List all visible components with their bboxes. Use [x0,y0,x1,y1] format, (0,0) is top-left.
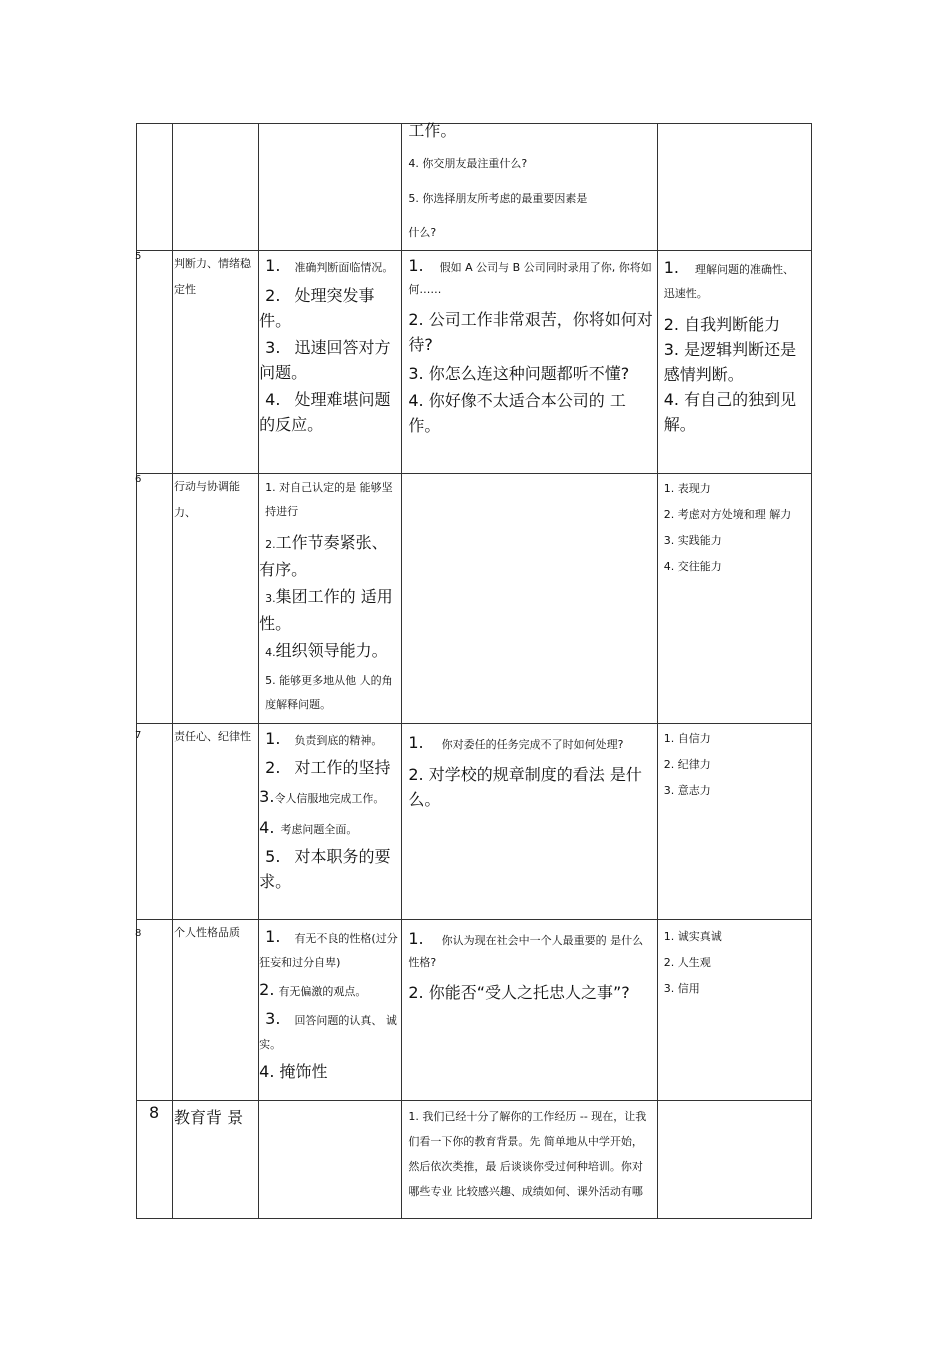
row-number: 8 [137,1101,173,1219]
question-line: 5. 你选择朋友所考虑的最重要因素是 [408,192,588,205]
row-number: 6 [137,474,173,724]
criteria-cell [259,474,402,724]
criteria-item: 4. 掩饰性 [259,1062,328,1081]
dimension-cell: 责任心、纪律性 [173,724,259,920]
ability-item: 3. 实践能力 [663,534,722,547]
question-line: 2. 公司工作非常艰苦，你将如何对待? [408,310,653,354]
ability-item: 3. 是逻辑判断还是感情判断。 [663,340,797,384]
criteria-item: 2. 处理突发事件。 [259,286,375,330]
ability-item: 2. 自我判断能力 [663,315,781,334]
ability-item: 1. 诚实真诚 [663,930,722,943]
questions-cell [402,121,657,251]
criteria-item: 5. 能够更多地从他 人的角度解释问题。 [265,674,393,711]
table-row [137,1101,812,1219]
criteria-item: 4. 考虑问题全面。 [259,818,358,837]
criteria-item: 5. 对本职务的要求。 [259,847,391,891]
question-line: 什么? [408,226,437,239]
dimension-cell: 个人性格品质 [173,920,259,1101]
question-line: 4. 你好像不太适合本公司的 工作。 [408,391,626,435]
question-line: 1. 你对委任的任务完成不了时如何处理? [408,733,624,752]
ability-item: 2. 人生观 [663,956,711,969]
ability-item: 3. 信用 [663,982,700,995]
table-row [137,920,812,1101]
abilities-cell [657,474,811,724]
question-line: 3. 你怎么连这种问题都听不懂? [408,364,630,383]
interview-table [136,123,812,1219]
ability-item: 4. 有自己的独到见解。 [663,390,797,434]
criteria-cell [259,920,402,1101]
question-line: 1. 假如 A 公司与 B 公司同时录用了你, 你将如何…… [408,256,652,296]
table-row [137,474,812,724]
questions-cell [402,1101,657,1219]
criteria-cell [259,124,402,251]
row-number: 5 [137,251,173,474]
ability-item: 2. 纪律力 [663,758,711,771]
dimension-cell: 判断力、情绪稳定性 [173,251,259,474]
criteria-item: 3.令人信服地完成工作。 [259,787,385,806]
ability-item: 1. 自信力 [663,732,711,745]
question-line: 4. 你交朋友最注重什么? [408,157,528,170]
table-row [137,251,812,474]
ability-item: 1. 表现力 [663,482,711,495]
questions-cell [402,251,657,474]
row-number: 8 [137,920,173,1101]
criteria-item: 1. 对自己认定的是 能够坚持进行 [265,481,393,518]
criteria-item: 1. 准确判断面临情况。 [265,256,394,275]
ability-item: 2. 考虑对方处境和理 解力 [663,508,792,521]
dimension-cell [173,124,259,251]
criteria-item: 2.工作节奏紧张、有序。 [259,533,388,579]
question-line: 2. 对学校的规章制度的看法 是什么。 [408,765,642,809]
table-row [137,724,812,920]
criteria-item: 4.组织领导能力。 [265,641,388,660]
ability-item: 3. 意志力 [663,784,711,797]
criteria-item: 3. 回答问题的认真、 诚实。 [259,1009,397,1051]
criteria-item: 2. 对工作的坚持 [265,758,391,777]
question-line: 工作。 [408,121,457,140]
questions-cell [402,920,657,1101]
criteria-item: 1. 负责到底的精神。 [265,729,383,748]
questions-cell [402,724,657,920]
dimension-cell: 教育背 景 [173,1101,259,1219]
criteria-item: 2. 有无偏激的观点。 [259,980,367,999]
questions-cell [402,474,657,724]
dimension-cell: 行动与协调能力、 [173,474,259,724]
table-row [137,124,812,251]
abilities-cell [657,251,811,474]
abilities-cell [657,124,811,251]
ability-item: 4. 交往能力 [663,560,722,573]
row-number [137,124,173,251]
question-line: 1. 你认为现在社会中一个人最重要的 是什么性格? [408,929,644,969]
row-number: 7 [137,724,173,920]
criteria-cell [259,251,402,474]
question-line: 2. 你能否“受人之托忠人之事”? [408,983,630,1002]
criteria-cell [259,724,402,920]
criteria-item: 4. 处理难堪问题的反应。 [259,390,391,434]
criteria-cell [259,1101,402,1219]
criteria-item: 1. 有无不良的性格(过分狂妄和过分自卑) [259,927,398,969]
criteria-item: 3.集团工作的 适用性。 [259,587,393,633]
abilities-cell [657,920,811,1101]
ability-item: 1. 理解问题的准确性、 迅速性。 [663,258,795,300]
question-line: 1. 我们已经十分了解你的工作经历 -- 现在，让我们看一下你的教育背景。先 简单地从中学开始，然后依次类推，最 后谈谈你受过何种培训。你对哪些专业 比较感兴趣、成绩如何、课外活动有哪 [408,1110,647,1198]
criteria-item: 3. 迅速回答对方问题。 [259,338,391,382]
abilities-cell [657,724,811,920]
abilities-cell [657,1101,811,1219]
